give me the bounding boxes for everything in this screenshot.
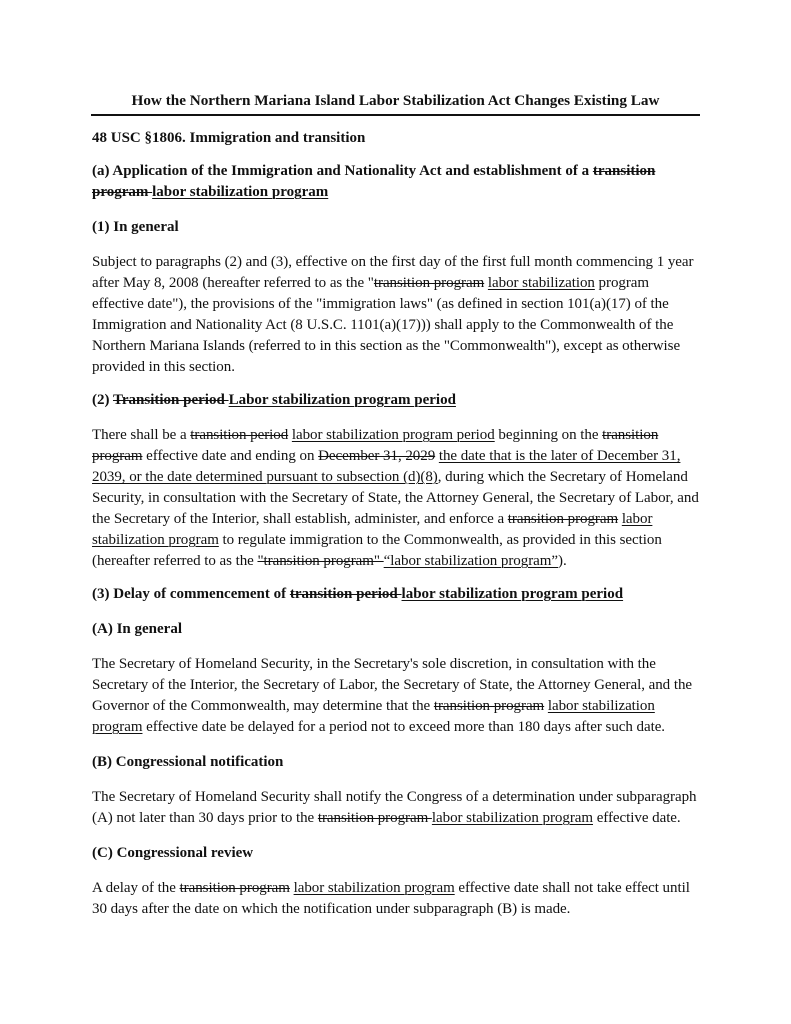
- inserted-text: labor stabilization program: [431, 810, 593, 826]
- document-page: [92, 92, 702, 920]
- inserted-text: labor stabilization program period: [291, 427, 495, 443]
- body-text: effective date be delayed for a period not to exceed more than 180 days after such date.: [142, 719, 666, 735]
- deleted-text: transition program: [92, 163, 656, 200]
- deleted-text: Transition period: [112, 392, 229, 408]
- section-heading: 48 USC §1806. Immigration and transition: [92, 130, 366, 146]
- deleted-text: transition program: [92, 427, 659, 464]
- paragraph-2-heading: [92, 390, 702, 411]
- inserted-text: “labor stabilization program”: [383, 553, 558, 569]
- inserted-text: labor stabilization: [487, 275, 595, 291]
- deleted-text: transition program: [317, 810, 432, 826]
- inserted-text: labor stabilization program: [152, 184, 329, 200]
- deleted-text: "transition program": [257, 553, 384, 569]
- body-text: The Secretary of Homeland Security, in the Secretary's sole discretion, in consultation with the Secretary of the Interior, the Secretary of Labor, the Secretary of State, the Attorney General, and the Governor of the Commonwealth, may determine that the: [92, 656, 693, 714]
- body-text: The Secretary of Homeland Security shall notify the Congress of a determination under subparagraph (A) not later than 30 days prior to the: [92, 789, 697, 826]
- body-text: effective date shall not take effect until 30 days after the date on which the notification under subparagraph (B) is made.: [92, 880, 690, 917]
- deleted-text: transition program: [179, 880, 290, 896]
- deleted-text: transition program: [507, 511, 619, 527]
- heading-text: (a) Application of the Immigration and Nationality Act and establishment of a: [92, 163, 593, 179]
- subsection-a-heading: [92, 161, 702, 203]
- subparagraph-c-heading: (C) Congressional review: [92, 845, 254, 861]
- deleted-text: December 31, 2029: [318, 448, 436, 464]
- body-text: , during which the Secretary of Homeland Security, in consultation with the Secretary of State, the Attorney General, the Secretary of Labor, and the Secretary of the Interior, shall establish, administer, and enforce a: [92, 469, 699, 527]
- deleted-text: transition program: [373, 275, 485, 291]
- body-text: A delay of the: [92, 880, 180, 896]
- document-title: How the Northern Mariana Island Labor Stabilization Act Changes Existing Law: [91, 92, 700, 116]
- deleted-text: transition period: [190, 427, 289, 443]
- body-text: ).: [558, 553, 567, 569]
- subparagraph-b-heading: (B) Congressional notification: [92, 754, 284, 770]
- body-text: beginning on the: [494, 427, 603, 443]
- subparagraph-a-body: [92, 654, 702, 738]
- subparagraph-a-heading: (A) In general: [92, 621, 182, 637]
- inserted-text: labor stabilization program: [293, 880, 455, 896]
- inserted-text: Labor stabilization program period: [228, 392, 456, 408]
- inserted-text: labor stabilization program: [92, 698, 655, 735]
- paragraph-2-body: [92, 425, 702, 572]
- body-text: program effective date"), the provisions of the "immigration laws" (as defined in section 101(a)(17) of the Immigration and Nationality Act (8 U.S.C. 1101(a)(17))) shall apply to the Commonwealth of the Northern Mariana Islands (referred to in this section as the "Commonwealth"), except as otherwise provided in this section.: [92, 275, 681, 375]
- deleted-text: transition period: [289, 586, 402, 602]
- paragraph-1-body: [92, 252, 702, 378]
- body-text: to regulate immigration to the Commonwealth, as provided in this section (hereafter referred to as the: [92, 532, 662, 569]
- subparagraph-c-body: [92, 878, 702, 920]
- inserted-text: the date that is the later of December 31, 2039, or the date determined pursuant to subsection (d)(8): [92, 448, 681, 485]
- body-text: effective date.: [593, 810, 681, 826]
- paragraph-1-heading: (1) In general: [92, 219, 179, 235]
- heading-text: (2): [92, 392, 113, 408]
- inserted-text: labor stabilization program: [92, 511, 653, 548]
- body-text: Subject to paragraphs (2) and (3), effective on the first day of the first full month commencing 1 year after May 8, 2008 (hereafter referred to as the ": [92, 254, 694, 291]
- subparagraph-b-body: [92, 787, 702, 829]
- body-text: There shall be a: [92, 427, 191, 443]
- paragraph-3-heading: [92, 584, 702, 605]
- body-text: effective date and ending on: [142, 448, 319, 464]
- inserted-text: labor stabilization program period: [401, 586, 624, 602]
- heading-text: (3) Delay of commencement of: [92, 586, 290, 602]
- deleted-text: transition program: [433, 698, 545, 714]
